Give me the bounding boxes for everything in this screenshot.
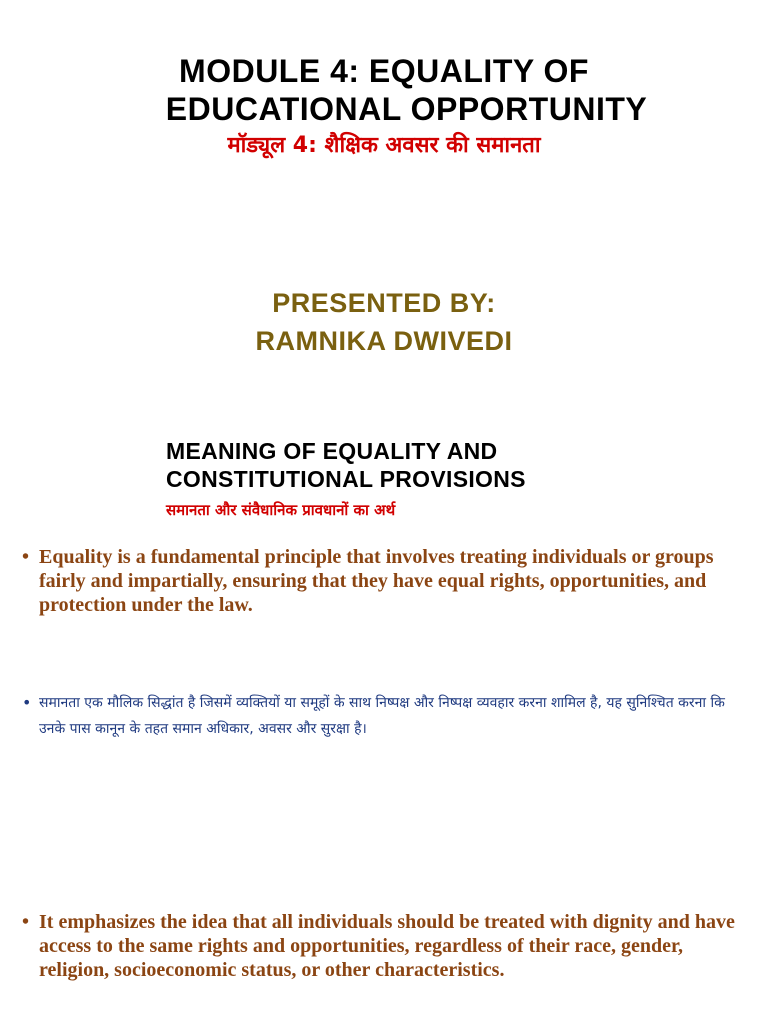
module-title-line-1: MODULE 4: EQUALITY OF: [179, 53, 589, 89]
presenter-block: [0, 284, 768, 360]
bullet-text: समानता एक मौलिक सिद्धांत है जिसमें व्यक्तियों या समूहों के साथ निष्पक्ष और निष्पक्ष व्यवहार करना शामिल है, यह सुनिश्चित करना कि उनके पास कानून के तहत समान अधिकार, अवसर और सुरक्षा है।: [39, 695, 725, 737]
bullet-equality-definition-hindi: [22, 690, 747, 742]
bullet-marker: •: [22, 546, 30, 568]
section-heading: [166, 437, 726, 493]
bullet-marker: •: [22, 693, 32, 712]
bullet-equality-definition: [22, 545, 747, 617]
section-heading-line-2: CONSTITUTIONAL PROVISIONS: [166, 466, 526, 492]
bullet-marker: •: [22, 911, 30, 933]
module-title-line-2: EDUCATIONAL OPPORTUNITY: [165, 91, 648, 127]
presented-by-label: PRESENTED BY:: [272, 288, 496, 318]
bullet-text: Equality is a fundamental principle that involves treating individuals or groups fairly and impartially, ensuring that they have equal rights, opportunities, and protection under the law.: [39, 546, 714, 616]
bullet-text: It emphasizes the idea that all individuals should be treated with dignity and have access to the same rights and opportunities, regardless of their race, gender, religion, socioeconomic status, or other characteristics.: [39, 911, 735, 981]
presenter-name: RAMNIKA DWIVEDI: [255, 326, 513, 356]
section-heading-line-1: MEANING OF EQUALITY AND: [166, 438, 498, 464]
module-title: [0, 52, 768, 128]
module-title-hindi: मॉड्यूल 4: शैक्षिक अवसर की समानता: [227, 133, 541, 158]
bullet-dignity-emphasis: [22, 910, 747, 982]
section-heading-hindi: समानता और संवैधानिक प्रावधानों का अर्थ: [166, 501, 396, 519]
